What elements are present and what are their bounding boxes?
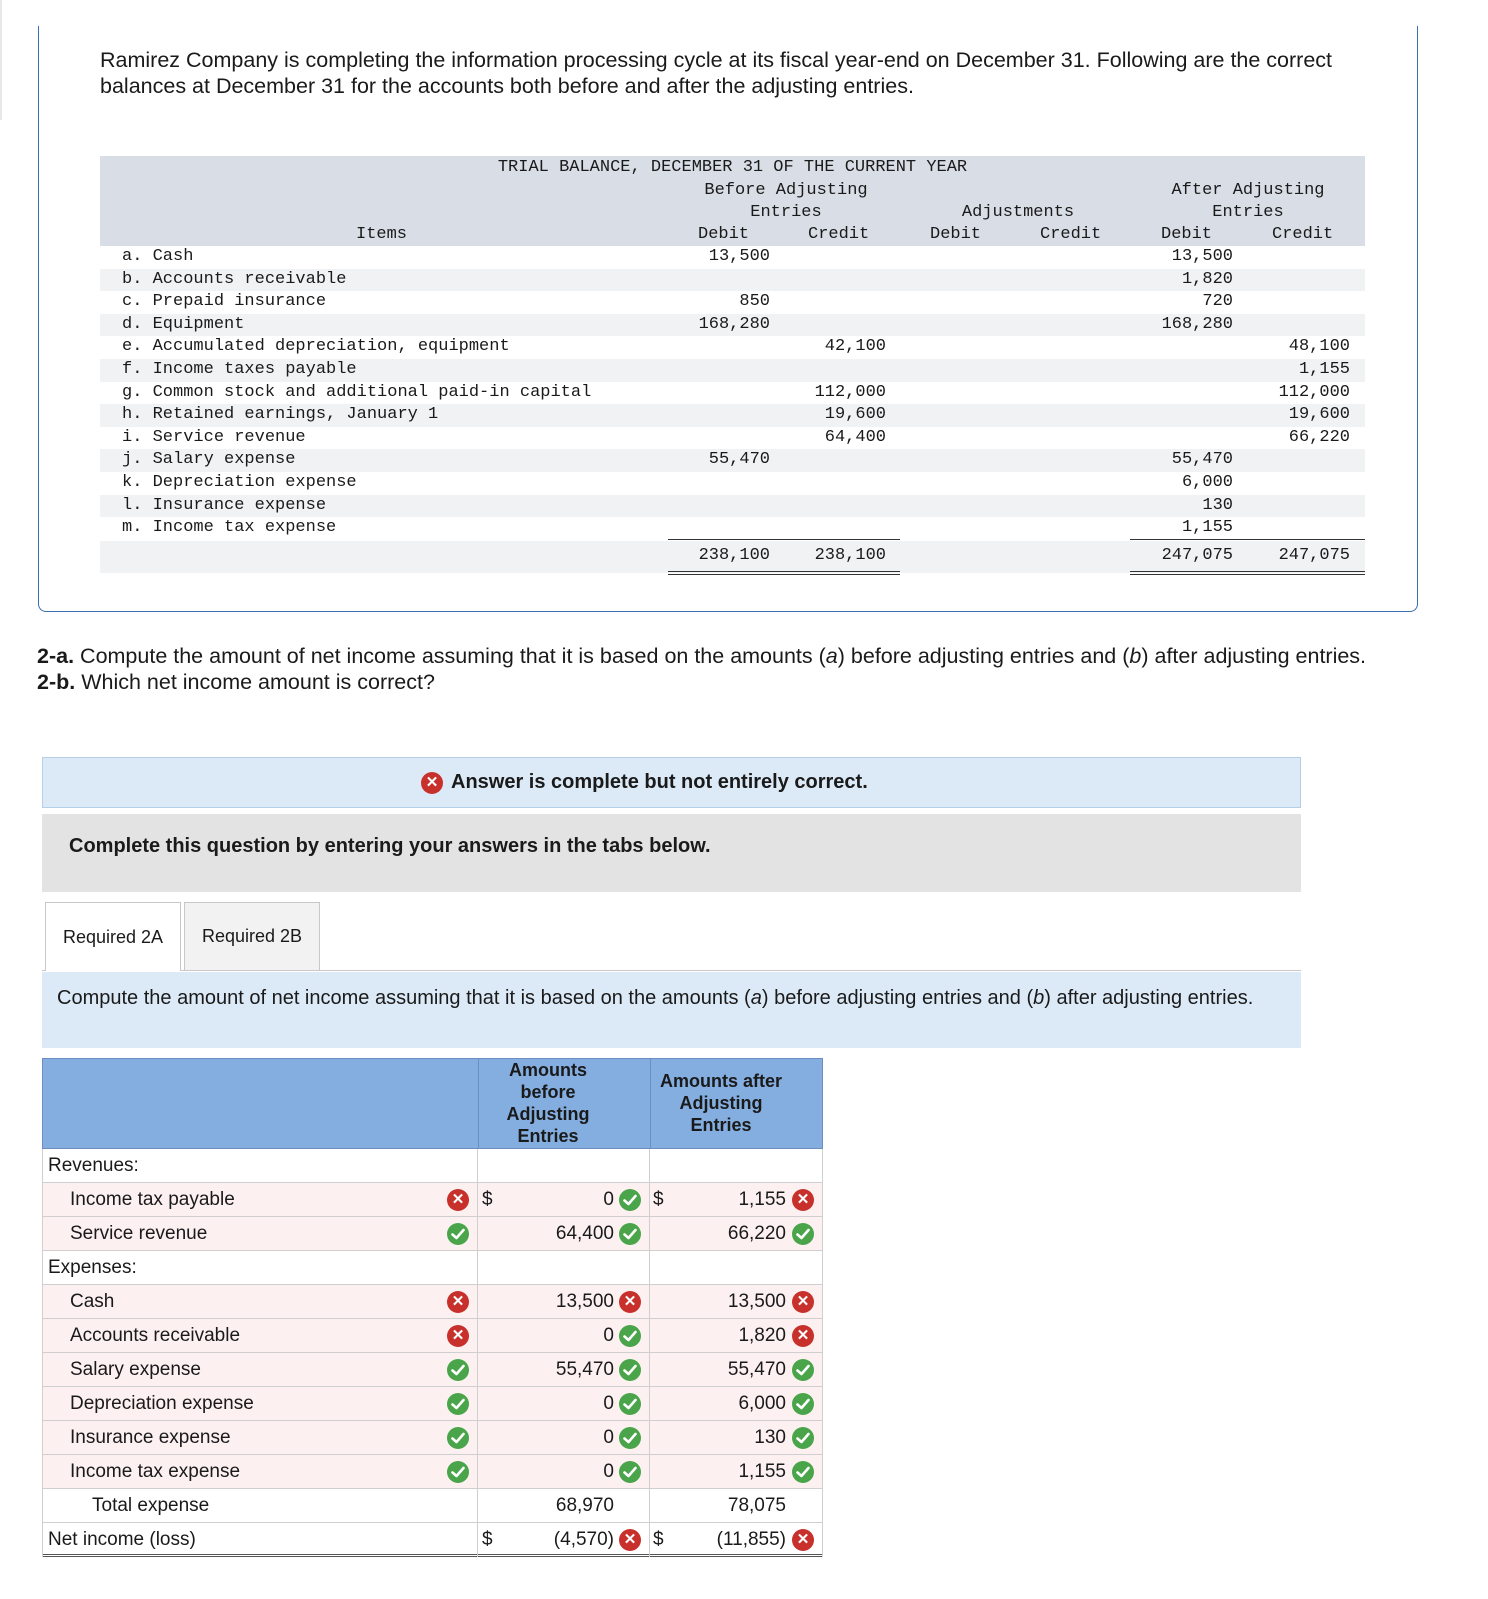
- before-amount-input[interactable]: 0: [603, 1427, 614, 1448]
- after-group-header: After Adjusting: [1171, 181, 1325, 200]
- check-icon: [619, 1393, 641, 1415]
- tab-prompt-text: [57, 986, 1257, 1010]
- adjustments-group-header: Adjustments: [961, 203, 1075, 222]
- check-icon: [447, 1427, 469, 1449]
- trial-balance-item: d. Equipment: [122, 314, 245, 334]
- column-divider: [42, 1523, 43, 1557]
- trial-balance-item: b. Accounts receivable: [122, 269, 347, 289]
- problem-intro: Ramirez Company is completing the information processing cycle at its fiscal year-end on December 31. Following are the correct balances at December 31 for the accounts both before and after the adjusting entries.: [100, 48, 1333, 98]
- column-divider: [42, 1455, 43, 1489]
- table-row: [42, 1421, 823, 1455]
- column-divider: [42, 1183, 43, 1217]
- column-divider: [649, 1217, 650, 1251]
- column-divider: [42, 1285, 43, 1319]
- question-text: [37, 643, 1437, 695]
- column-divider: [822, 1387, 823, 1421]
- error-icon: ✕: [792, 1291, 814, 1313]
- tab-required-2a[interactable]: Required 2A: [45, 902, 181, 971]
- table-row: [42, 1217, 823, 1251]
- table-row: [42, 1285, 823, 1319]
- trial-balance-table: [100, 156, 1365, 576]
- tab-prompt-part-1: Compute the amount of net income assuming that it is based on the amounts (: [57, 987, 751, 1009]
- trial-balance-item: c. Prepaid insurance: [122, 292, 327, 312]
- column-divider: [42, 1387, 43, 1421]
- net-income-row: [42, 1523, 823, 1557]
- column-divider: [477, 1523, 478, 1557]
- after-credit-value: 66,220: [1288, 427, 1350, 447]
- before-debit-value: 13,500: [708, 247, 770, 266]
- column-divider: [822, 1217, 823, 1251]
- tab-prompt-a: a: [750, 987, 762, 1009]
- error-icon: ✕: [421, 772, 443, 794]
- trial-balance-title: TRIAL BALANCE, DECEMBER 31 OF THE CURRENT YEAR: [497, 158, 968, 177]
- before-amount-input[interactable]: 0: [603, 1325, 614, 1346]
- before-column-header: Amounts before Adjusting Entries: [506, 1060, 590, 1146]
- check-icon: [792, 1427, 814, 1449]
- column-divider: [42, 1489, 43, 1523]
- row-label: Insurance expense: [70, 1427, 231, 1448]
- column-divider: [822, 1285, 823, 1319]
- after-debit-value: 168,280: [1161, 314, 1233, 334]
- after-amount-input[interactable]: 130: [754, 1427, 786, 1448]
- check-icon: [792, 1461, 814, 1483]
- q2a-a: a: [825, 644, 838, 668]
- before-amount-input[interactable]: 13,500: [555, 1291, 614, 1312]
- before-credit-value: 42,100: [824, 337, 886, 357]
- column-divider: [477, 1489, 478, 1523]
- after-debit-value: 6,000: [1181, 473, 1233, 492]
- after-debit-value: 130: [1202, 495, 1233, 515]
- total-expense-row: [42, 1489, 823, 1523]
- column-divider: [649, 1387, 650, 1421]
- net-before-value[interactable]: (4,570): [553, 1529, 614, 1550]
- q2a-b: b: [1129, 644, 1142, 668]
- after-amount-input[interactable]: 1,820: [738, 1325, 786, 1346]
- status-text: Answer is complete but not entirely correct.: [451, 771, 868, 793]
- column-divider: [822, 1523, 823, 1557]
- status-banner: [42, 757, 1301, 808]
- column-divider: [822, 1319, 823, 1353]
- table-row: [42, 1353, 823, 1387]
- column-divider: [42, 1149, 43, 1183]
- before-subtotal-rule: [668, 539, 900, 540]
- before-debit-value: 850: [739, 292, 770, 312]
- column-divider: [649, 1421, 650, 1455]
- after-amount-input[interactable]: 1,155: [738, 1189, 786, 1210]
- error-icon: ✕: [619, 1529, 641, 1551]
- check-icon: [619, 1325, 641, 1347]
- after-amount-input[interactable]: 1,155: [738, 1461, 786, 1482]
- before-credit-value: 64,400: [824, 427, 886, 447]
- row-label: Service revenue: [70, 1223, 208, 1244]
- trial-balance-item: l. Insurance expense: [122, 495, 327, 515]
- check-icon: [619, 1359, 641, 1381]
- after-double-rule-1: [1130, 571, 1365, 572]
- check-icon: [619, 1427, 641, 1449]
- trial-balance-item: m. Income tax expense: [122, 518, 337, 538]
- check-icon: [792, 1393, 814, 1415]
- check-icon: [447, 1359, 469, 1381]
- row-label: Salary expense: [70, 1359, 201, 1380]
- column-divider: [477, 1387, 478, 1421]
- after-credit-total: 247,075: [1278, 546, 1350, 565]
- revenues-section-label: Revenues:: [48, 1155, 139, 1176]
- before-credit-header: Credit: [808, 225, 870, 244]
- column-divider: [822, 1353, 823, 1387]
- column-divider: [822, 1149, 823, 1183]
- before-group-header: Before Adjusting: [704, 181, 868, 200]
- column-divider: [42, 1319, 43, 1353]
- column-divider: [649, 1523, 650, 1557]
- error-icon: ✕: [447, 1189, 469, 1211]
- table-row: [42, 1183, 823, 1217]
- total-before-value: 68,970: [555, 1495, 614, 1516]
- column-divider: [477, 1251, 478, 1285]
- q2a-text-1: Compute the amount of net income assuming that it is based on the amounts (: [74, 644, 826, 668]
- before-amount-input[interactable]: 0: [603, 1393, 614, 1414]
- instruction-box: [42, 814, 1301, 892]
- column-divider: [42, 1217, 43, 1251]
- column-divider: [477, 1183, 478, 1217]
- tab-prompt-part-2: ) before adjusting entries and (: [761, 987, 1034, 1009]
- row-label: Income tax expense: [70, 1461, 241, 1482]
- net-income-label: Net income (loss): [48, 1529, 196, 1550]
- q2b-label: 2-b.: [37, 670, 76, 694]
- column-divider: [822, 1183, 823, 1217]
- row-label: Income tax payable: [70, 1189, 235, 1210]
- tab-divider: [42, 970, 1301, 971]
- trial-balance-item: a. Cash: [122, 247, 194, 266]
- trial-balance-item: j. Salary expense: [122, 450, 296, 470]
- row-label: Accounts receivable: [70, 1325, 241, 1346]
- column-divider: [477, 1217, 478, 1251]
- after-debit-value: 1,155: [1181, 518, 1233, 538]
- column-divider: [649, 1285, 650, 1319]
- check-icon: [447, 1393, 469, 1415]
- after-amount-input[interactable]: 66,220: [727, 1223, 786, 1244]
- before-debit-value: 55,470: [708, 450, 770, 470]
- tab-required-2b[interactable]: Required 2B: [184, 902, 320, 971]
- trial-balance-item: f. Income taxes payable: [122, 360, 357, 379]
- before-amount-input[interactable]: 0: [603, 1461, 614, 1482]
- before-credit-value: 112,000: [814, 382, 886, 402]
- trial-balance-item: h. Retained earnings, January 1: [122, 405, 439, 425]
- tab-prompt-b: b: [1033, 987, 1045, 1009]
- after-group-header-2: Entries: [1212, 203, 1284, 222]
- q2b-text: Which net income amount is correct?: [75, 670, 435, 694]
- total-after-value: 78,075: [727, 1495, 786, 1516]
- column-divider: [477, 1353, 478, 1387]
- error-icon: ✕: [619, 1291, 641, 1313]
- tab-prompt: [42, 972, 1301, 1048]
- q2a-text-2: ) before adjusting entries and (: [837, 644, 1130, 668]
- error-icon: ✕: [792, 1189, 814, 1211]
- check-icon: [619, 1189, 641, 1211]
- before-double-rule-1: [668, 571, 900, 572]
- q2a-text-3: ) after adjusting entries.: [1141, 644, 1367, 668]
- row-label: Depreciation expense: [70, 1393, 254, 1414]
- after-debit-value: 13,500: [1171, 247, 1233, 266]
- before-group-header-2: Entries: [750, 203, 822, 222]
- after-credit-value: 19,600: [1288, 405, 1350, 425]
- check-icon: [447, 1461, 469, 1483]
- instruction-text: Complete this question by entering your answers in the tabs below.: [69, 835, 711, 857]
- before-amount-input[interactable]: 64,400: [555, 1223, 614, 1244]
- column-divider: [477, 1421, 478, 1455]
- tab-prompt-part-3: ) after adjusting entries.: [1044, 987, 1254, 1009]
- table-row: [42, 1319, 823, 1353]
- column-divider: [42, 1251, 43, 1285]
- header-divider-1: [478, 1059, 479, 1149]
- column-divider: [822, 1251, 823, 1285]
- trial-balance-item: e. Accumulated depreciation, equipment: [122, 337, 510, 357]
- before-debit-total: 238,100: [698, 546, 770, 565]
- before-double-rule-2: [668, 574, 900, 575]
- total-expense-label: Total expense: [92, 1495, 210, 1516]
- after-column-header: Amounts after Adjusting Entries: [659, 1071, 782, 1135]
- error-icon: ✕: [792, 1325, 814, 1347]
- after-debit-value: 55,470: [1171, 450, 1233, 470]
- before-credit-total: 238,100: [814, 546, 886, 565]
- before-debit-value: 168,280: [698, 314, 770, 334]
- before-amount-input[interactable]: 0: [603, 1189, 614, 1210]
- after-credit-value: 112,000: [1278, 382, 1350, 402]
- column-divider: [822, 1421, 823, 1455]
- column-divider: [42, 1353, 43, 1387]
- after-debit-value: 1,820: [1181, 269, 1233, 289]
- answer-table-header: [42, 1058, 823, 1149]
- column-divider: [477, 1149, 478, 1183]
- trial-balance-item: k. Depreciation expense: [122, 473, 357, 492]
- after-debit-value: 720: [1202, 292, 1233, 312]
- column-divider: [822, 1455, 823, 1489]
- column-divider: [42, 1421, 43, 1455]
- after-credit-header: Credit: [1272, 225, 1334, 244]
- row-label: Cash: [70, 1291, 115, 1312]
- column-divider: [649, 1353, 650, 1387]
- net-after-value[interactable]: (11,855): [716, 1529, 786, 1550]
- error-icon: ✕: [447, 1291, 469, 1313]
- trial-balance-item: i. Service revenue: [122, 427, 306, 447]
- after-debit-header: Debit: [1161, 225, 1213, 244]
- trial-balance-item: g. Common stock and additional paid-in capital: [122, 382, 592, 402]
- table-row: [42, 1387, 823, 1421]
- check-icon: [619, 1223, 641, 1245]
- error-icon: ✕: [792, 1529, 814, 1551]
- net-income-answer-table: [42, 1058, 823, 1556]
- column-divider: [649, 1455, 650, 1489]
- check-icon: [619, 1461, 641, 1483]
- before-credit-value: 19,600: [824, 405, 886, 425]
- before-debit-header: Debit: [698, 225, 750, 244]
- currency-symbol: $: [482, 1189, 493, 1210]
- before-amount-input[interactable]: 55,470: [555, 1359, 614, 1380]
- q2a-label: 2-a.: [37, 644, 75, 668]
- check-icon: [792, 1359, 814, 1381]
- check-icon: [447, 1223, 469, 1245]
- expenses-section: [42, 1251, 823, 1285]
- adj-debit-header: Debit: [930, 225, 982, 244]
- column-divider: [649, 1183, 650, 1217]
- column-divider: [822, 1489, 823, 1523]
- after-amount-input[interactable]: 13,500: [727, 1291, 786, 1312]
- adj-credit-header: Credit: [1040, 225, 1102, 244]
- error-icon: ✕: [447, 1325, 469, 1347]
- column-divider: [477, 1319, 478, 1353]
- after-double-rule-2: [1130, 574, 1365, 575]
- after-credit-value: 1,155: [1298, 360, 1350, 379]
- left-edge-divider: [0, 0, 2, 120]
- after-credit-value: 48,100: [1288, 337, 1350, 357]
- check-icon: [792, 1223, 814, 1245]
- currency-symbol: $: [653, 1189, 664, 1210]
- column-divider: [649, 1319, 650, 1353]
- currency-symbol: $: [482, 1529, 493, 1550]
- expenses-section-label: Expenses:: [48, 1257, 137, 1278]
- column-divider: [477, 1285, 478, 1319]
- column-divider: [649, 1251, 650, 1285]
- items-column-header: Items: [356, 225, 408, 244]
- after-amount-input[interactable]: 55,470: [727, 1359, 786, 1380]
- table-row: [42, 1455, 823, 1489]
- after-amount-input[interactable]: 6,000: [738, 1393, 786, 1414]
- revenues-section: [42, 1149, 823, 1183]
- currency-symbol: $: [653, 1529, 664, 1550]
- column-divider: [649, 1489, 650, 1523]
- column-divider: [649, 1149, 650, 1183]
- after-debit-total: 247,075: [1161, 546, 1233, 565]
- column-divider: [477, 1455, 478, 1489]
